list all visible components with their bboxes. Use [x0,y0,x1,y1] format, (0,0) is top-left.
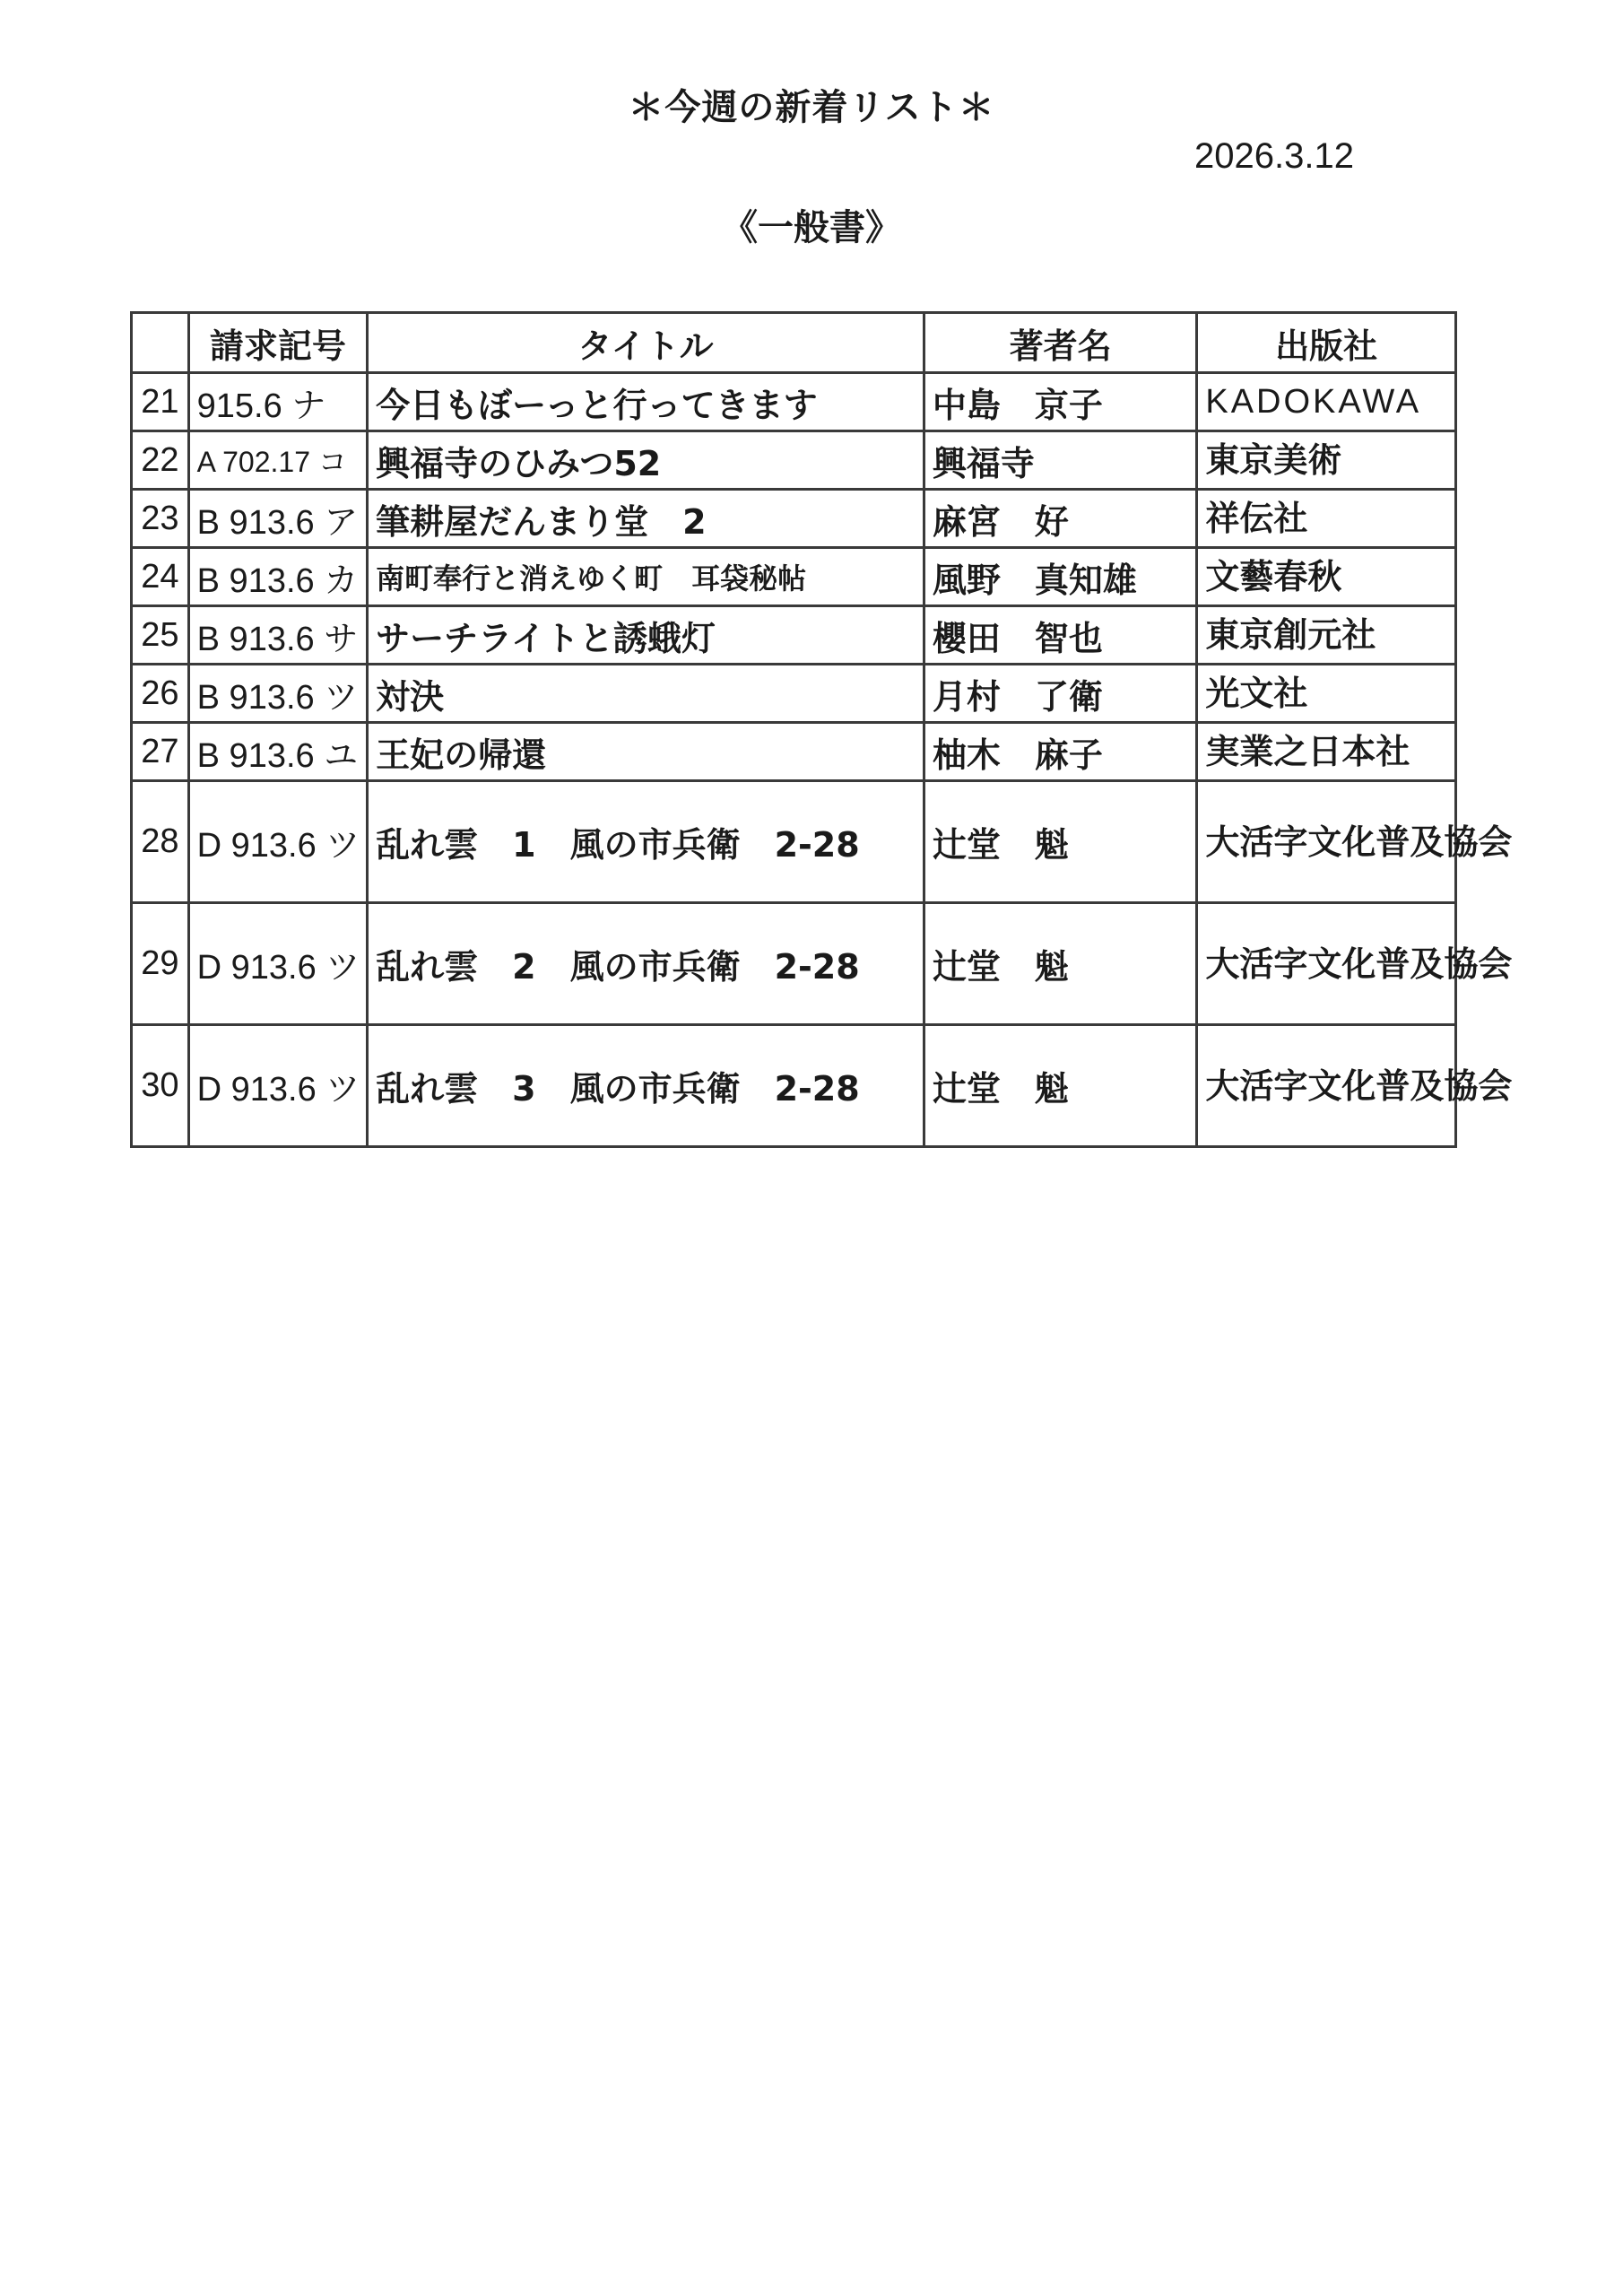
book-author: 柚木 麻子 [924,723,1197,781]
list-date: 2026.3.12 [1194,136,1354,176]
call-number: B 913.6 ア [188,490,367,548]
call-number: B 913.6 ツ [188,665,367,723]
row-number: 28 [132,781,189,903]
header-call-number: 請求記号 [188,313,367,373]
book-author: 辻堂 魁 [924,903,1197,1025]
call-number: B 913.6 カ [188,548,367,606]
book-publisher: 実業之日本社 [1197,723,1456,781]
book-title: 対決 [368,665,924,723]
row-number: 23 [132,490,189,548]
call-number: A 702.17 コ [188,431,367,490]
book-publisher: 文藝春秋 [1197,548,1456,606]
book-publisher: KADOKAWA [1197,373,1456,431]
row-number: 26 [132,665,189,723]
book-title: 筆耕屋だんまり堂 2 [368,490,924,548]
table-row [132,665,1456,723]
header-author: 著者名 [924,313,1197,373]
table-row [132,431,1456,490]
page-title: ＊今週の新着リスト＊ [628,87,995,128]
book-title: 乱れ雲 2 風の市兵衛 2-28 [368,903,924,1025]
row-number: 22 [132,431,189,490]
call-number: B 913.6 サ [188,606,367,665]
new-books-table [130,311,1513,1148]
table-row [132,903,1456,1025]
table-row [132,723,1456,781]
book-author: 興福寺 [924,431,1197,490]
book-author: 辻堂 魁 [924,1025,1197,1147]
header-title: タイトル [368,313,924,373]
book-author: 麻宮 好 [924,490,1197,548]
book-title: サーチライトと誘蛾灯 [368,606,924,665]
row-number: 27 [132,723,189,781]
call-number: D 913.6 ツ [188,1025,367,1147]
table-row [132,490,1456,548]
table-row [132,781,1456,903]
header-number [132,313,189,373]
book-publisher: 光文社 [1197,665,1456,723]
table-header-row [132,313,1456,373]
call-number: 915.6 ナ [188,373,367,431]
book-title: 今日もぼーっと行ってきます [368,373,924,431]
book-publisher: 東京創元社 [1197,606,1456,665]
row-number: 21 [132,373,189,431]
section-title: 《一般書》 [722,207,901,248]
book-title: 興福寺のひみつ52 [368,431,924,490]
book-publisher: 東京美術 [1197,431,1456,490]
row-number: 29 [132,903,189,1025]
header-publisher: 出版社 [1197,313,1456,373]
call-number: B 913.6 ユ [188,723,367,781]
book-author: 櫻田 智也 [924,606,1197,665]
call-number: D 913.6 ツ [188,903,367,1025]
book-title: 乱れ雲 1 風の市兵衛 2-28 [368,781,924,903]
table-row [132,1025,1456,1147]
row-number: 30 [132,1025,189,1147]
table-row [132,548,1456,606]
book-author: 風野 真知雄 [924,548,1197,606]
book-author: 月村 了衛 [924,665,1197,723]
call-number: D 913.6 ツ [188,781,367,903]
book-title: 乱れ雲 3 風の市兵衛 2-28 [368,1025,924,1147]
table-row [132,606,1456,665]
book-author: 辻堂 魁 [924,781,1197,903]
book-title: 南町奉行と消えゆく町 耳袋秘帖 [368,548,924,606]
row-number: 24 [132,548,189,606]
book-publisher: 大活字文化普及協会 [1197,1025,1456,1147]
book-author: 中島 京子 [924,373,1197,431]
row-number: 25 [132,606,189,665]
book-publisher: 祥伝社 [1197,490,1456,548]
book-publisher: 大活字文化普及協会 [1197,781,1456,903]
book-title: 王妃の帰還 [368,723,924,781]
table-row [132,373,1456,431]
book-publisher: 大活字文化普及協会 [1197,903,1456,1025]
